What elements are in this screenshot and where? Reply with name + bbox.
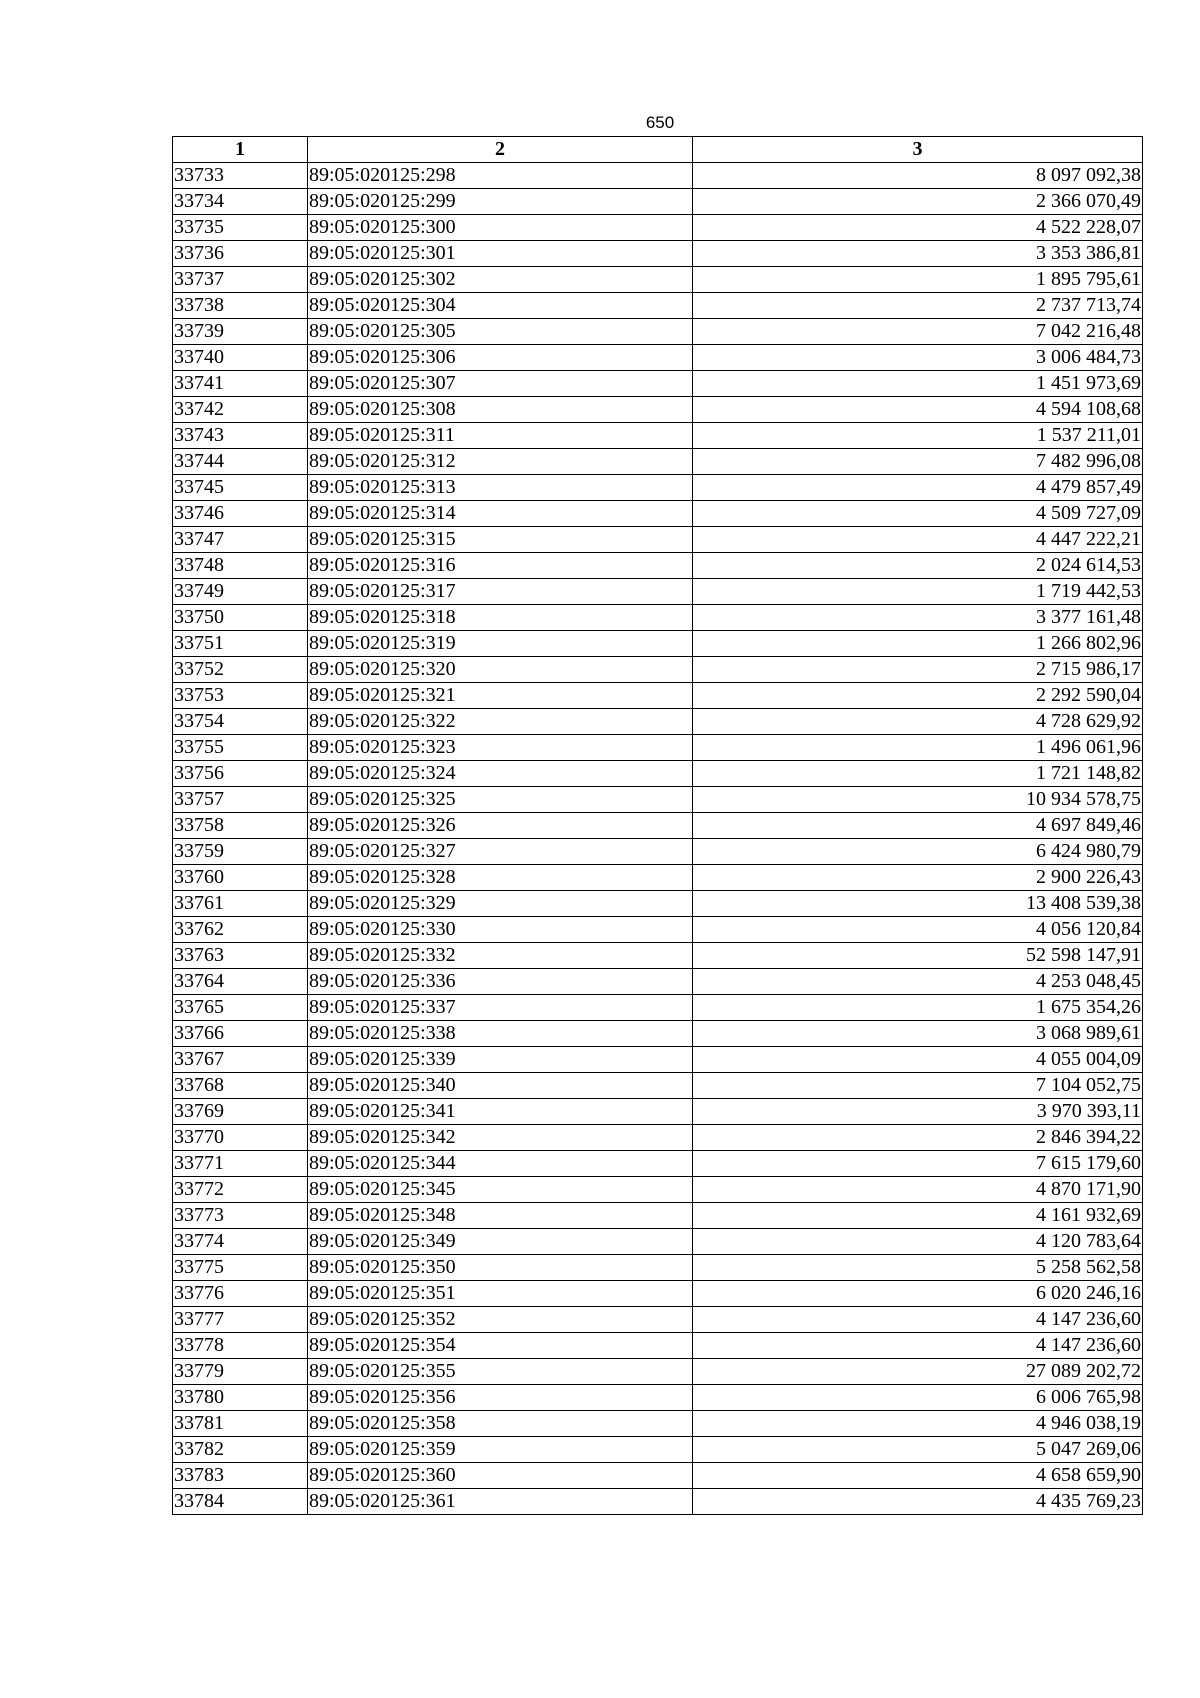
value-cell: 4 055 004,09 <box>693 1047 1143 1073</box>
cadastral-number-cell: 89:05:020125:319 <box>308 631 693 657</box>
row-number-cell: 33747 <box>173 527 308 553</box>
cadastral-number-cell: 89:05:020125:341 <box>308 1099 693 1125</box>
value-cell: 7 482 996,08 <box>693 449 1143 475</box>
row-number-cell: 33739 <box>173 319 308 345</box>
value-cell: 3 006 484,73 <box>693 345 1143 371</box>
table-row <box>173 1255 1143 1281</box>
value-cell: 5 047 269,06 <box>693 1437 1143 1463</box>
row-number-cell: 33743 <box>173 423 308 449</box>
table-row <box>173 1333 1143 1359</box>
table-row <box>173 397 1143 423</box>
table-row <box>173 1359 1143 1385</box>
value-cell: 3 068 989,61 <box>693 1021 1143 1047</box>
cadastral-number-cell: 89:05:020125:358 <box>308 1411 693 1437</box>
registry-table <box>172 136 1143 1515</box>
value-cell: 4 479 857,49 <box>693 475 1143 501</box>
table-row <box>173 319 1143 345</box>
table-header <box>173 137 1143 163</box>
value-cell: 1 537 211,01 <box>693 423 1143 449</box>
table-row <box>173 1385 1143 1411</box>
row-number-cell: 33746 <box>173 501 308 527</box>
cadastral-number-cell: 89:05:020125:360 <box>308 1463 693 1489</box>
table-row <box>173 969 1143 995</box>
row-number-cell: 33784 <box>173 1489 308 1515</box>
row-number-cell: 33777 <box>173 1307 308 1333</box>
table-row <box>173 215 1143 241</box>
row-number-cell: 33742 <box>173 397 308 423</box>
column-header-1: 1 <box>173 137 308 163</box>
cadastral-number-cell: 89:05:020125:336 <box>308 969 693 995</box>
value-cell: 8 097 092,38 <box>693 163 1143 189</box>
cadastral-number-cell: 89:05:020125:329 <box>308 891 693 917</box>
column-header-2: 2 <box>308 137 693 163</box>
cadastral-number-cell: 89:05:020125:355 <box>308 1359 693 1385</box>
cadastral-number-cell: 89:05:020125:332 <box>308 943 693 969</box>
row-number-cell: 33750 <box>173 605 308 631</box>
row-number-cell: 33771 <box>173 1151 308 1177</box>
cadastral-number-cell: 89:05:020125:324 <box>308 761 693 787</box>
value-cell: 1 719 442,53 <box>693 579 1143 605</box>
row-number-cell: 33736 <box>173 241 308 267</box>
table-row <box>173 657 1143 683</box>
row-number-cell: 33737 <box>173 267 308 293</box>
cadastral-number-cell: 89:05:020125:323 <box>308 735 693 761</box>
row-number-cell: 33734 <box>173 189 308 215</box>
table-row <box>173 761 1143 787</box>
cadastral-number-cell: 89:05:020125:298 <box>308 163 693 189</box>
table-row <box>173 865 1143 891</box>
table-row <box>173 345 1143 371</box>
table-row <box>173 839 1143 865</box>
value-cell: 13 408 539,38 <box>693 891 1143 917</box>
row-number-cell: 33768 <box>173 1073 308 1099</box>
row-number-cell: 33770 <box>173 1125 308 1151</box>
row-number-cell: 33775 <box>173 1255 308 1281</box>
row-number-cell: 33776 <box>173 1281 308 1307</box>
table-row <box>173 449 1143 475</box>
cadastral-number-cell: 89:05:020125:306 <box>308 345 693 371</box>
row-number-cell: 33763 <box>173 943 308 969</box>
row-number-cell: 33740 <box>173 345 308 371</box>
cadastral-number-cell: 89:05:020125:300 <box>308 215 693 241</box>
table-row <box>173 943 1143 969</box>
table-row <box>173 631 1143 657</box>
cadastral-number-cell: 89:05:020125:345 <box>308 1177 693 1203</box>
value-cell: 4 728 629,92 <box>693 709 1143 735</box>
table-row <box>173 1463 1143 1489</box>
table-row <box>173 995 1143 1021</box>
value-cell: 4 056 120,84 <box>693 917 1143 943</box>
table-row <box>173 241 1143 267</box>
value-cell: 10 934 578,75 <box>693 787 1143 813</box>
value-cell: 4 147 236,60 <box>693 1307 1143 1333</box>
table-body <box>173 163 1143 1515</box>
cadastral-number-cell: 89:05:020125:315 <box>308 527 693 553</box>
row-number-cell: 33755 <box>173 735 308 761</box>
row-number-cell: 33764 <box>173 969 308 995</box>
value-cell: 1 895 795,61 <box>693 267 1143 293</box>
value-cell: 4 253 048,45 <box>693 969 1143 995</box>
value-cell: 6 020 246,16 <box>693 1281 1143 1307</box>
row-number-cell: 33767 <box>173 1047 308 1073</box>
table-row <box>173 475 1143 501</box>
cadastral-number-cell: 89:05:020125:316 <box>308 553 693 579</box>
cadastral-number-cell: 89:05:020125:311 <box>308 423 693 449</box>
cadastral-number-cell: 89:05:020125:321 <box>308 683 693 709</box>
value-cell: 4 447 222,21 <box>693 527 1143 553</box>
column-header-3: 3 <box>693 137 1143 163</box>
table-row <box>173 423 1143 449</box>
table-row <box>173 1073 1143 1099</box>
cadastral-number-cell: 89:05:020125:337 <box>308 995 693 1021</box>
table-row <box>173 683 1143 709</box>
table-row <box>173 1437 1143 1463</box>
cadastral-number-cell: 89:05:020125:325 <box>308 787 693 813</box>
value-cell: 7 615 179,60 <box>693 1151 1143 1177</box>
cadastral-number-cell: 89:05:020125:327 <box>308 839 693 865</box>
cadastral-number-cell: 89:05:020125:304 <box>308 293 693 319</box>
cadastral-number-cell: 89:05:020125:350 <box>308 1255 693 1281</box>
row-number-cell: 33754 <box>173 709 308 735</box>
table-row <box>173 709 1143 735</box>
row-number-cell: 33761 <box>173 891 308 917</box>
cadastral-number-cell: 89:05:020125:354 <box>308 1333 693 1359</box>
cadastral-number-cell: 89:05:020125:301 <box>308 241 693 267</box>
cadastral-number-cell: 89:05:020125:359 <box>308 1437 693 1463</box>
row-number-cell: 33733 <box>173 163 308 189</box>
value-cell: 6 424 980,79 <box>693 839 1143 865</box>
table-row <box>173 1229 1143 1255</box>
row-number-cell: 33781 <box>173 1411 308 1437</box>
value-cell: 52 598 147,91 <box>693 943 1143 969</box>
table-row <box>173 1177 1143 1203</box>
row-number-cell: 33749 <box>173 579 308 605</box>
value-cell: 5 258 562,58 <box>693 1255 1143 1281</box>
row-number-cell: 33756 <box>173 761 308 787</box>
cadastral-number-cell: 89:05:020125:349 <box>308 1229 693 1255</box>
row-number-cell: 33772 <box>173 1177 308 1203</box>
value-cell: 7 104 052,75 <box>693 1073 1143 1099</box>
row-number-cell: 33738 <box>173 293 308 319</box>
table-row <box>173 1203 1143 1229</box>
table-row <box>173 1307 1143 1333</box>
cadastral-number-cell: 89:05:020125:361 <box>308 1489 693 1515</box>
table-row <box>173 579 1143 605</box>
value-cell: 4 522 228,07 <box>693 215 1143 241</box>
cadastral-number-cell: 89:05:020125:340 <box>308 1073 693 1099</box>
value-cell: 4 147 236,60 <box>693 1333 1143 1359</box>
row-number-cell: 33780 <box>173 1385 308 1411</box>
row-number-cell: 33744 <box>173 449 308 475</box>
value-cell: 6 006 765,98 <box>693 1385 1143 1411</box>
table-row <box>173 553 1143 579</box>
header-row <box>173 137 1143 163</box>
value-cell: 2 292 590,04 <box>693 683 1143 709</box>
table-row <box>173 1151 1143 1177</box>
row-number-cell: 33753 <box>173 683 308 709</box>
cadastral-number-cell: 89:05:020125:320 <box>308 657 693 683</box>
value-cell: 3 377 161,48 <box>693 605 1143 631</box>
value-cell: 1 496 061,96 <box>693 735 1143 761</box>
table-row <box>173 293 1143 319</box>
row-number-cell: 33760 <box>173 865 308 891</box>
value-cell: 4 697 849,46 <box>693 813 1143 839</box>
row-number-cell: 33773 <box>173 1203 308 1229</box>
value-cell: 2 024 614,53 <box>693 553 1143 579</box>
cadastral-number-cell: 89:05:020125:318 <box>308 605 693 631</box>
table-row <box>173 891 1143 917</box>
row-number-cell: 33765 <box>173 995 308 1021</box>
table-row <box>173 527 1143 553</box>
value-cell: 2 715 986,17 <box>693 657 1143 683</box>
value-cell: 4 435 769,23 <box>693 1489 1143 1515</box>
cadastral-number-cell: 89:05:020125:313 <box>308 475 693 501</box>
value-cell: 4 658 659,90 <box>693 1463 1143 1489</box>
row-number-cell: 33745 <box>173 475 308 501</box>
row-number-cell: 33779 <box>173 1359 308 1385</box>
row-number-cell: 33782 <box>173 1437 308 1463</box>
row-number-cell: 33774 <box>173 1229 308 1255</box>
row-number-cell: 33766 <box>173 1021 308 1047</box>
table-row <box>173 813 1143 839</box>
value-cell: 4 870 171,90 <box>693 1177 1143 1203</box>
table-row <box>173 1411 1143 1437</box>
value-cell: 27 089 202,72 <box>693 1359 1143 1385</box>
value-cell: 1 721 148,82 <box>693 761 1143 787</box>
cadastral-number-cell: 89:05:020125:307 <box>308 371 693 397</box>
cadastral-number-cell: 89:05:020125:322 <box>308 709 693 735</box>
row-number-cell: 33762 <box>173 917 308 943</box>
cadastral-number-cell: 89:05:020125:299 <box>308 189 693 215</box>
row-number-cell: 33757 <box>173 787 308 813</box>
cadastral-number-cell: 89:05:020125:342 <box>308 1125 693 1151</box>
cadastral-number-cell: 89:05:020125:312 <box>308 449 693 475</box>
cadastral-number-cell: 89:05:020125:348 <box>308 1203 693 1229</box>
cadastral-number-cell: 89:05:020125:338 <box>308 1021 693 1047</box>
value-cell: 1 675 354,26 <box>693 995 1143 1021</box>
row-number-cell: 33748 <box>173 553 308 579</box>
row-number-cell: 33769 <box>173 1099 308 1125</box>
value-cell: 4 946 038,19 <box>693 1411 1143 1437</box>
value-cell: 2 846 394,22 <box>693 1125 1143 1151</box>
table-row <box>173 1099 1143 1125</box>
table-row <box>173 163 1143 189</box>
table-row <box>173 1021 1143 1047</box>
cadastral-number-cell: 89:05:020125:317 <box>308 579 693 605</box>
table-row <box>173 735 1143 761</box>
value-cell: 2 900 226,43 <box>693 865 1143 891</box>
value-cell: 4 509 727,09 <box>693 501 1143 527</box>
row-number-cell: 33741 <box>173 371 308 397</box>
row-number-cell: 33752 <box>173 657 308 683</box>
cadastral-number-cell: 89:05:020125:302 <box>308 267 693 293</box>
row-number-cell: 33735 <box>173 215 308 241</box>
table-row <box>173 189 1143 215</box>
value-cell: 2 366 070,49 <box>693 189 1143 215</box>
cadastral-number-cell: 89:05:020125:326 <box>308 813 693 839</box>
row-number-cell: 33759 <box>173 839 308 865</box>
row-number-cell: 33758 <box>173 813 308 839</box>
table-row <box>173 501 1143 527</box>
value-cell: 2 737 713,74 <box>693 293 1143 319</box>
cadastral-number-cell: 89:05:020125:352 <box>308 1307 693 1333</box>
row-number-cell: 33778 <box>173 1333 308 1359</box>
table-row <box>173 917 1143 943</box>
row-number-cell: 33783 <box>173 1463 308 1489</box>
cadastral-number-cell: 89:05:020125:351 <box>308 1281 693 1307</box>
cadastral-number-cell: 89:05:020125:314 <box>308 501 693 527</box>
cadastral-number-cell: 89:05:020125:356 <box>308 1385 693 1411</box>
value-cell: 4 120 783,64 <box>693 1229 1143 1255</box>
value-cell: 3 970 393,11 <box>693 1099 1143 1125</box>
table-row <box>173 1281 1143 1307</box>
cadastral-number-cell: 89:05:020125:305 <box>308 319 693 345</box>
value-cell: 4 161 932,69 <box>693 1203 1143 1229</box>
table-row <box>173 267 1143 293</box>
row-number-cell: 33751 <box>173 631 308 657</box>
table-row <box>173 1125 1143 1151</box>
value-cell: 7 042 216,48 <box>693 319 1143 345</box>
table-row <box>173 371 1143 397</box>
cadastral-number-cell: 89:05:020125:308 <box>308 397 693 423</box>
cadastral-number-cell: 89:05:020125:330 <box>308 917 693 943</box>
value-cell: 4 594 108,68 <box>693 397 1143 423</box>
table-row <box>173 605 1143 631</box>
value-cell: 1 451 973,69 <box>693 371 1143 397</box>
cadastral-number-cell: 89:05:020125:339 <box>308 1047 693 1073</box>
table-row <box>173 1047 1143 1073</box>
page-number: 650 <box>645 113 675 132</box>
cadastral-number-cell: 89:05:020125:344 <box>308 1151 693 1177</box>
value-cell: 3 353 386,81 <box>693 241 1143 267</box>
value-cell: 1 266 802,96 <box>693 631 1143 657</box>
table-row <box>173 1489 1143 1515</box>
table-row <box>173 787 1143 813</box>
cadastral-number-cell: 89:05:020125:328 <box>308 865 693 891</box>
